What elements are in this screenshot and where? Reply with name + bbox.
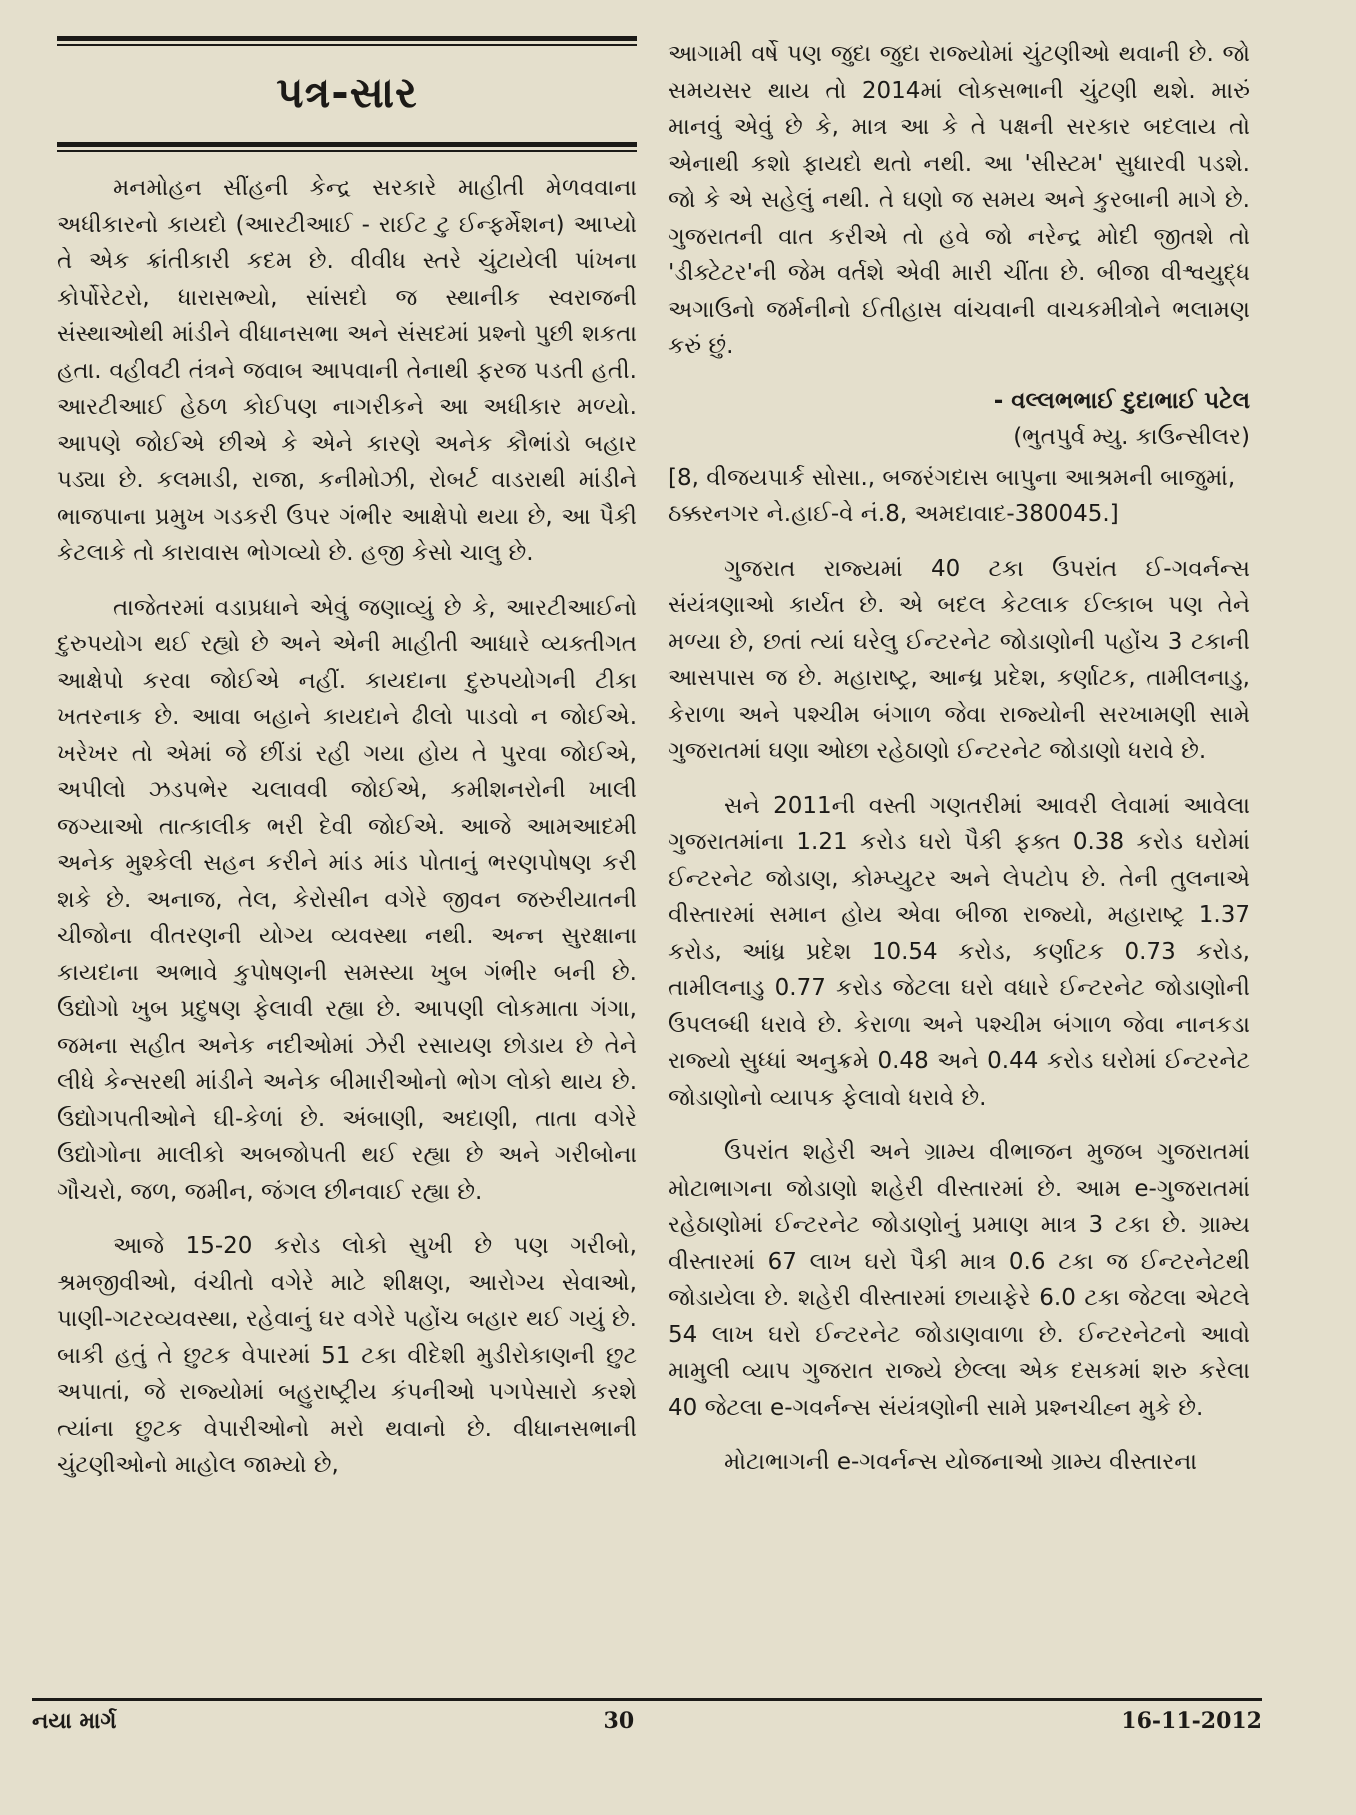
left-column <box>57 36 637 1502</box>
paragraph: આજે 15-20 કરોડ લોકો સુખી છે પણ ગરીબો, શ્રમજીવીઓ, વંચીતો વગેરે માટે શીક્ષણ, આરોગ્ય સેવાઓ, પાણી-ગટરવ્યવસ્થા, રહેવાનું ઘર વગેરે પહોંચ બહાર થઈ ગયું છે. બાકી હતું તે છુટક વેપારમાં 51 ટકા વીદેશી મુડીરોકાણની છુટ અપાતાં, જે રાજ્યોમાં બહુરાષ્ટ્રીય કંપનીઓ પગપેસારો કરશે ત્યાંના છુટક વેપારીઓનો મરો થવાનો છે. વીધાનસભાની ચુંટણીઓનો માહોલ જામ્યો છે, <box>57 1233 637 1478</box>
issue-date: 16-11-2012 <box>1121 1708 1262 1734</box>
author-signature: - વલ્લભભાઈ દુદાભાઈ પટેલ <box>993 387 1250 414</box>
paragraph: તાજેતરમાં વડાપ્રધાને એવું જણાવ્યું છે કે, આરટીઆઈનો દુરુપયોગ થઈ રહ્યો છે અને એની માહીતી આધારે વ્યક્તીગત આક્ષેપો કરવા જોઈએ નહીં. કાયદાના દુરુપયોગની ટીકા ખતરનાક છે. આવા બહાને કાયદાને ઢીલો પાડવો ન જોઈએ. ખરેખર તો એમાં જે છીંડાં રહી ગયા હોય તે પુરવા જોઈએ, અપીલો ઝડપભેર ચલાવવી જોઈએ, કમીશનરોની ખાલી જગ્યાઓ તાત્કાલીક ભરી દેવી જોઈએ. આજે આમઆદમી અનેક મુશ્કેલી સહન કરીને માંડ માંડ પોતાનું ભરણપોષણ કરી શકે છે. અનાજ, તેલ, કેરોસીન વગેરે જીવન જરુરીયાતની ચીજોના વીતરણની યોગ્ય વ્યવસ્થા નથી. અન્ન સુરક્ષાના કાયદાના અભાવે કુપોષણની સમસ્યા ખુબ ગંભીર બની છે. ઉદ્યોગો ખુબ પ્રદુષણ ફેલાવી રહ્યા છે. આપણી લોકમાતા ગંગા, જમના સહીત અનેક નદીઓમાં ઝેરી રસાયણ છોડાય છે તેને લીધે કેન્સરથી માંડીને અનેક બીમારીઓનો ભોગ લોકો થાય છે. ઉદ્યોગપતીઓને ઘી-કેળાં છે. અંબાણી, અદાણી, તાતા વગેરે ઉદ્યોગોના માલીકો અબજોપતી થઈ રહ્યા છે અને ગરીબોના ગૌચરો, જળ, જમીન, જંગલ છીનવાઈ રહ્યા છે. <box>57 594 637 1205</box>
header-rule-bottom-thin <box>57 150 637 152</box>
section-title: પત્ર-સાર <box>276 68 418 117</box>
author-designation: (ભુતપુર્વ મ્યુ. કાઉન્સીલર) <box>1013 424 1250 450</box>
page-number: 30 <box>603 1708 635 1734</box>
author-address: [8, વીજયપાર્ક સોસા., બજરંગદાસ બાપુના આશ્રમની બાજુમાં, ઠક્કરનગર ને.હાઈ-વે નં.8, અમદાવાદ-380045.] <box>668 464 1236 527</box>
paragraph: ઉપરાંત શહેરી અને ગ્રામ્ય વીભાજન મુજબ ગુજરાતમાં મોટાભાગના જોડાણો શહેરી વીસ્તારમાં છે. આમ e-ગુજરાતમાં રહેઠાણોમાં ઈન્ટરનેટ જોડાણોનું પ્રમાણ માત્ર 3 ટકા છે. ગ્રામ્ય વીસ્તારમાં 67 લાખ ઘરો પૈકી માત્ર 0.6 ટકા જ ઈન્ટરનેટથી જોડાયેલા છે. શહેરી વીસ્તારમાં છાયાફેરે 6.0 ટકા જેટલા એટલે 54 લાખ ઘરો ઈન્ટરનેટ જોડાણવાળા છે. ઈન્ટરનેટનો આવો મામુલી વ્યાપ ગુજરાત રાજ્યે છેલ્લા એક દસકમાં શરુ કરેલા 40 જેટલા e-ગવર્નન્સ સંયંત્રણોની સામે પ્રશ્નચીહ્ન મુકે છે. <box>668 1139 1250 1421</box>
paragraph: ગુજરાત રાજ્યમાં 40 ટકા ઉપરાંત ઈ-ગવર્નન્સ સંયંત્રણાઓ કાર્યત છે. એ બદલ કેટલાક ઈલ્કાબ પણ તેને મળ્યા છે, છતાં ત્યાં ઘરેલુ ઈન્ટરનેટ જોડાણોની પહોંચ 3 ટકાની આસપાસ જ છે. મહારાષ્ટ્ર, આન્ધ્ર પ્રદેશ, કર્ણાટક, તામીલનાડુ, કેરાળા અને પશ્ચીમ બંગાળ જેવા રાજ્યોની સરખામણી સામે ગુજરાતમાં ઘણા ઓછા રહેઠાણો ઈન્ટરનેટ જોડાણો ધરાવે છે. <box>668 555 1250 764</box>
section-header <box>57 36 637 152</box>
publication-name: નયા માર્ગ <box>32 1708 117 1734</box>
paragraph: સને 2011ની વસ્તી ગણતરીમાં આવરી લેવામાં આવેલા ગુજરાતમાંના 1.21 કરોડ ઘરો પૈકી ફક્ત 0.38 કરોડ ઘરોમાં ઈન્ટરનેટ જોડાણ, કોમ્પ્યુટર અને લેપટોપ છે. તેની તુલનાએ વીસ્તારમાં સમાન હોય એવા બીજા રાજ્યો, મહારાષ્ટ્ર 1.37 કરોડ, આંધ્ર પ્રદેશ 10.54 કરોડ, કર્ણાટક 0.73 કરોડ, તામીલનાડુ 0.77 કરોડ જેટલા ઘરો વધારે ઈન્ટરનેટ જોડાણોની ઉપલબ્ધી ધરાવે છે. કેરાળા અને પશ્ચીમ બંગાળ જેવા નાનકડા રાજ્યો સુધ્ધાં અનુક્રમે 0.48 અને 0.44 કરોડ ઘરોમાં ઈન્ટરનેટ જોડાણોનો વ્યાપક ફેલાવો ધરાવે છે. <box>668 792 1250 1111</box>
header-rule-top <box>57 36 637 41</box>
header-rule-top-thin <box>57 44 637 46</box>
header-rule-bottom <box>57 142 637 147</box>
right-column <box>668 36 1250 1499</box>
paragraph: મનમોહન સીંહની કેન્દ્ર સરકારે માહીતી મેળવવાના અધીકારનો કાયદો (આરટીઆઈ - રાઈટ ટુ ઈન્ફર્મેશન) આપ્યો તે એક ક્રાંતીકારી કદમ છે. વીવીધ સ્તરે ચુંટાયેલી પાંખના કોર્પોરેટરો, ધારાસભ્યો, સાંસદો જ સ્થાનીક સ્વરાજની સંસ્થાઓથી માંડીને વીધાનસભા અને સંસદમાં પ્રશ્નો પુછી શકતા હતા. વહીવટી તંત્રને જવાબ આપવાની તેનાથી ફરજ પડતી હતી. આરટીઆઈ હેઠળ કોઈપણ નાગરીકને આ અધીકાર મળ્યો. આપણે જોઈએ છીએ કે એને કારણે અનેક કૌભાંડો બહાર પડ્યા છે. કલમાડી, રાજા, કનીમોઝી, રોબર્ટ વાડરાથી માંડીને ભાજપાના પ્રમુખ ગડકરી ઉપર ગંભીર આક્ષેપો થયા છે, આ પૈકી કેટલાકે તો કારાવાસ ભોગવ્યો છે. હજી કેસો ચાલુ છે. <box>57 175 637 566</box>
paragraph-continuation: આગામી વર્ષે પણ જુદા જુદા રાજ્યોમાં ચુંટણીઓ થવાની છે. જો સમયસર થાય તો 2014માં લોકસભાની ચુંટણી થશે. મારું માનવું એવું છે કે, માત્ર આ કે તે પક્ષની સરકાર બદલાય તો એનાથી કશો ફાયદો થતો નથી. આ 'સીસ્ટમ' સુધારવી પડશે. જો કે એ સહેલું નથી. તે ઘણો જ સમય અને કુરબાની માગે છે. ગુજરાતની વાત કરીએ તો હવે જો નરેન્દ્ર મોદી જીતશે તો 'ડીક્ટેટર'ની જેમ વર્તશે એવી મારી ચીંતા છે. બીજા વીશ્વયુદ્ધ અગાઉનો જર્મનીનો ઈતીહાસ વાંચવાની વાચકમીત્રોને ભલામણ કરું છું. <box>668 41 1250 359</box>
page-footer <box>32 1708 1262 1734</box>
footer-rule <box>32 1698 1262 1701</box>
paragraph: મોટાભાગની e-ગવર્નન્સ યોજનાઓ ગ્રામ્ય વીસ્તારના <box>724 1449 1198 1475</box>
